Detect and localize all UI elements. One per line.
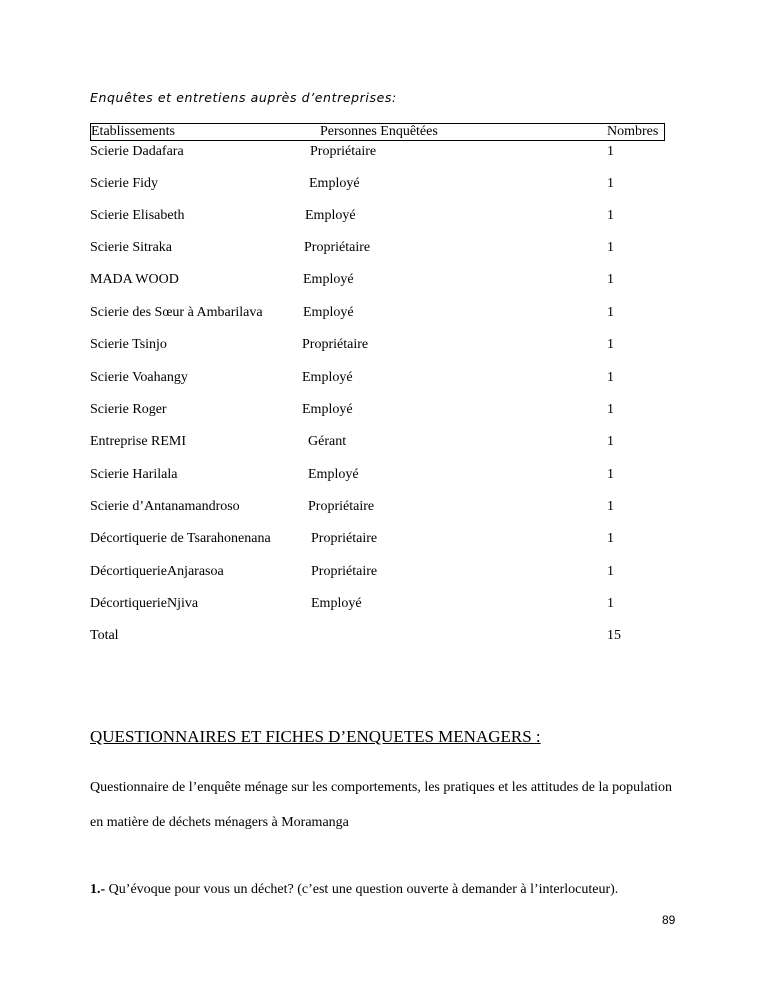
- table-row: [90, 337, 665, 355]
- cell-nombre: 1: [607, 531, 614, 546]
- page-number: 89: [662, 913, 676, 927]
- cell-etablissement: Scierie d’Antanamandroso: [90, 499, 240, 514]
- cell-etablissement: MADA WOOD: [90, 272, 179, 287]
- cell-personne: Employé: [308, 467, 359, 482]
- table-row: [90, 531, 665, 549]
- cell-nombre: 1: [607, 564, 614, 579]
- intro-paragraph: Questionnaire de l’enquête ménage sur les comportements, les pratiques et les attitudes de la population en matière de déchets ménagers à Moramanga: [90, 780, 672, 830]
- cell-personne: Employé: [305, 208, 356, 223]
- cell-nombre: 1: [607, 337, 614, 352]
- table-caption: Enquêtes et entretiens auprès d’entreprises:: [90, 90, 397, 105]
- cell-etablissement: Scierie des Sœur à Ambarilava: [90, 305, 263, 320]
- table-row: [90, 176, 665, 194]
- table-row: [90, 144, 665, 162]
- table-row: [90, 467, 665, 485]
- table-row: [90, 402, 665, 420]
- question-1-number: 1.-: [90, 882, 106, 897]
- cell-personne: Propriétaire: [311, 531, 378, 546]
- cell-etablissement: Scierie Dadafara: [90, 144, 184, 159]
- cell-etablissement: Décortiquerie de Tsarahonenana: [90, 531, 271, 546]
- cell-etablissement: Scierie Fidy: [90, 176, 159, 191]
- cell-etablissement: DécortiquerieNjiva: [90, 596, 199, 611]
- cell-etablissement: Scierie Sitraka: [90, 240, 173, 255]
- table-row: [90, 370, 665, 388]
- table-row: [90, 499, 665, 517]
- cell-etablissement: Scierie Roger: [90, 402, 167, 417]
- cell-personne: Employé: [302, 370, 353, 385]
- question-1: [90, 882, 618, 898]
- cell-etablissement: Scierie Tsinjo: [90, 337, 167, 352]
- cell-nombre: 1: [607, 499, 614, 514]
- cell-personne: Propriétaire: [311, 564, 378, 579]
- table-total-row: [90, 628, 665, 646]
- cell-etablissement: DécortiquerieAnjarasoa: [90, 564, 224, 579]
- table-header: [90, 123, 665, 141]
- cell-nombre: 1: [607, 402, 614, 417]
- cell-nombre: 1: [607, 467, 614, 482]
- section-heading: QUESTIONNAIRES ET FICHES D’ENQUETES MENAGERS :: [90, 727, 541, 746]
- table-row: [90, 208, 665, 226]
- total-value: 15: [607, 628, 621, 643]
- header-personnes: Personnes Enquêtées: [320, 124, 438, 139]
- cell-personne: Employé: [302, 402, 353, 417]
- cell-nombre: 1: [607, 144, 614, 159]
- table-row: [90, 240, 665, 258]
- cell-personne: Employé: [303, 305, 354, 320]
- cell-personne: Propriétaire: [302, 337, 369, 352]
- cell-nombre: 1: [607, 370, 614, 385]
- cell-nombre: 1: [607, 240, 614, 255]
- total-label: Total: [90, 628, 119, 643]
- cell-nombre: 1: [607, 208, 614, 223]
- cell-etablissement: Entreprise REMI: [90, 434, 187, 449]
- cell-nombre: 1: [607, 305, 614, 320]
- cell-nombre: 1: [607, 176, 614, 191]
- cell-etablissement: Scierie Voahangy: [90, 370, 188, 385]
- table-row: [90, 564, 665, 582]
- table-row: [90, 305, 665, 323]
- table-row: [90, 272, 665, 290]
- survey-table: [90, 123, 665, 643]
- cell-personne: Employé: [311, 596, 362, 611]
- cell-personne: Propriétaire: [310, 144, 377, 159]
- cell-personne: Gérant: [308, 434, 347, 449]
- cell-personne: Employé: [309, 176, 360, 191]
- cell-etablissement: Scierie Elisabeth: [90, 208, 185, 223]
- question-1-text: Qu’évoque pour vous un déchet? (c’est une question ouverte à demander à l’interlocuteur).: [105, 882, 619, 897]
- cell-personne: Propriétaire: [308, 499, 375, 514]
- cell-personne: Propriétaire: [304, 240, 371, 255]
- header-nombres: Nombres: [607, 124, 659, 139]
- cell-etablissement: Scierie Harilala: [90, 467, 178, 482]
- header-etablissements: Etablissements: [91, 124, 175, 139]
- cell-personne: Employé: [303, 272, 354, 287]
- table-row: [90, 434, 665, 452]
- table-row: [90, 596, 665, 614]
- cell-nombre: 1: [607, 596, 614, 611]
- cell-nombre: 1: [607, 434, 614, 449]
- cell-nombre: 1: [607, 272, 614, 287]
